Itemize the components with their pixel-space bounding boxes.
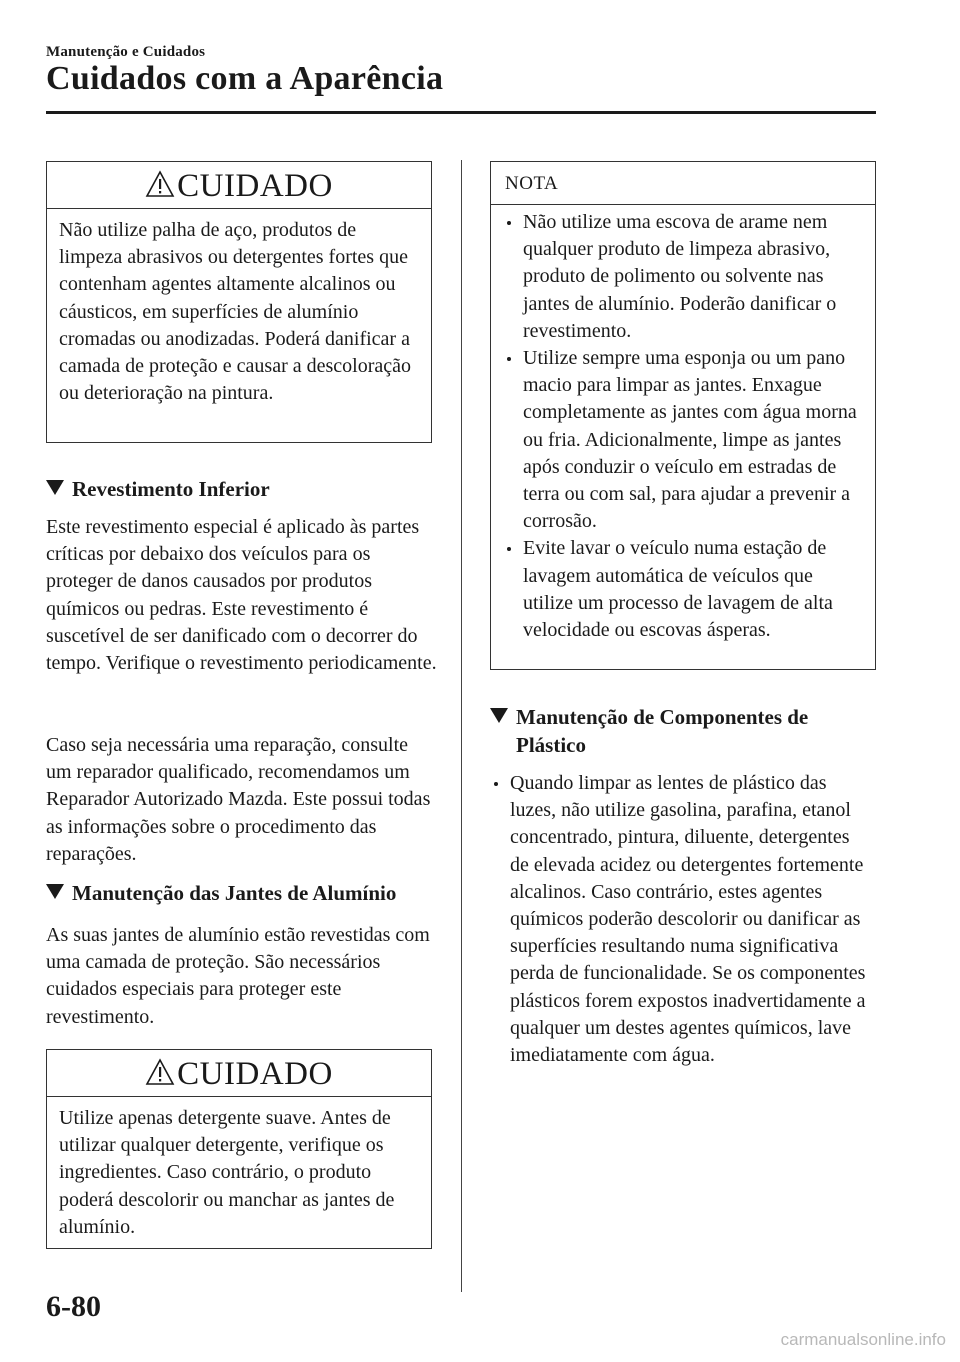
- page-number: 6-80: [46, 1290, 101, 1323]
- nota-item-text: Utilize sempre uma esponja ou um pano macio para limpar as jantes. Enxague completamente as jantes com água morna ou fria. Adicionalmente, limpe as jantes após conduzir o veículo em estradas de terra ou com sal, para ajudar a prevenir a corrosão.: [523, 347, 857, 533]
- caution-header-1: [47, 162, 431, 209]
- nota-item: [503, 209, 865, 345]
- revestimento-paragraph-2: Caso seja necessária uma reparação, consulte um reparador qualificado, recomendamos um Reparador Autorizado Mazda. Este possui todas as informações sobre o procedimento das reparações.: [46, 734, 431, 865]
- heading-triangle-icon: [46, 480, 64, 495]
- section-label: Manutenção e Cuidados: [46, 44, 206, 60]
- heading-revestimento-text: Revestimento Inferior: [72, 477, 270, 501]
- heading-plastico-text: Manutenção de Componentes de Plástico: [516, 705, 809, 757]
- heading-jantes-text: Manutenção das Jantes de Alumínio: [72, 881, 397, 905]
- jantes-paragraph: As suas jantes de alumínio estão revestidas com uma camada de proteção. São necessários cuidados especiais para proteger este revestimento.: [46, 924, 430, 1028]
- heading-revestimento: [46, 475, 436, 503]
- header-rule: [46, 111, 876, 114]
- bullet-dot: [494, 782, 498, 786]
- warning-triangle-icon: [145, 1058, 175, 1086]
- heading-plastico: [490, 703, 866, 759]
- nota-item-text: Não utilize uma escova de arame nem qualquer produto de limpeza abrasivo, produto de polimento ou solvente nas jantes de alumínio. Poderão danificar o revestimento.: [523, 211, 837, 342]
- nota-item: [503, 535, 865, 644]
- heading-triangle-icon: [490, 708, 508, 723]
- watermark: carmanualsonline.info: [780, 1330, 946, 1349]
- plastico-item-text: Quando limpar as lentes de plástico das luzes, não utilize gasolina, parafina, etanol concentrado, pintura, diluente, detergentes de elevada acidez ou detergentes fortemente alcalinos. Caso contrário, estes agentes químicos poderão descolorir ou danificar as superfícies resultando numa significativa perda de funcionalidade. Se os componentes plásticos forem expostos inadvertidamente a qualquer um destes agentes químicos, lave imediatamente com água.: [510, 772, 866, 1067]
- warning-triangle-icon: [145, 170, 175, 198]
- caution-title-1: CUIDADO: [177, 168, 333, 204]
- caution-box-2: [46, 1049, 432, 1249]
- nota-item-text: Evite lavar o veículo numa estação de lavagem automática de veículos que utilize um processo de lavagem de alta velocidade ou escovas ásperas.: [523, 537, 833, 642]
- caution-body-1: Não utilize palha de aço, produtos de limpeza abrasivos ou detergentes fortes que contenham agentes altamente alcalinos ou cáusticos, em superfícies de alumínio cromadas ou anodizadas. Poderá danificar a camada de proteção e causar a descoloração ou deterioração na pintura.: [59, 219, 412, 405]
- caution-box-1: [46, 161, 432, 443]
- nota-header: NOTA: [491, 162, 875, 205]
- bullet-dot: [507, 547, 511, 551]
- revestimento-paragraph-1: Este revestimento especial é aplicado às partes críticas por debaixo dos veículos para os proteger de danos causados por produtos químicos ou pedras. Este revestimento é suscetível de ser danificado com o decorrer do tempo. Verifique o revestimento periodicamente.: [46, 516, 437, 675]
- plastico-item: [490, 770, 872, 1069]
- nota-body: [491, 205, 875, 652]
- column-divider: [461, 160, 462, 1292]
- bullet-dot: [507, 221, 511, 225]
- nota-item: [503, 345, 865, 535]
- caution-header-2: [47, 1050, 431, 1097]
- heading-triangle-icon: [46, 884, 64, 899]
- caution-body-2: Utilize apenas detergente suave. Antes de utilizar qualquer detergente, verifique os ingredientes. Caso contrário, o produto poderá descolorir ou manchar as jantes de alumínio.: [59, 1107, 395, 1238]
- chapter-title: Cuidados com a Aparência: [46, 60, 444, 97]
- caution-title-2: CUIDADO: [177, 1056, 333, 1092]
- plastico-list: [490, 770, 872, 1069]
- heading-jantes: [46, 879, 446, 907]
- bullet-dot: [507, 357, 511, 361]
- nota-box: [490, 161, 876, 670]
